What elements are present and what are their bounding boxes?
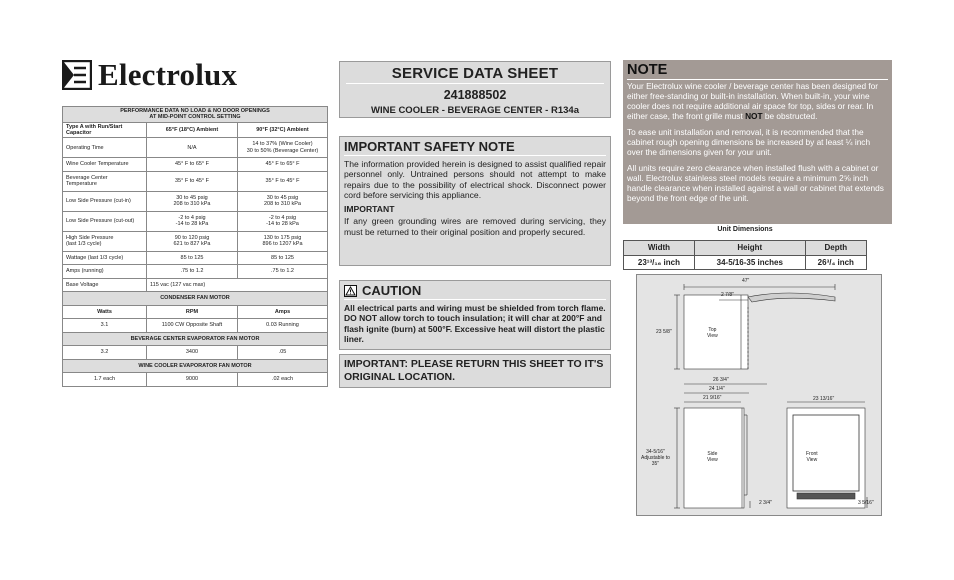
dim-value-depth: 26³/₄ inch bbox=[805, 255, 866, 270]
unit-dimensions-title: Unit Dimensions bbox=[717, 226, 773, 233]
note-p1-text: Your Electrolux wine cooler / beverage center has been designed for either free-standing or built-in installation. When built-in, your wine cooler does not require additional air space for top, sides or rear. In either case, the front grille must bbox=[627, 81, 879, 121]
perf-cell: .75 to 1.2 bbox=[238, 265, 328, 279]
perf-cell-line: -2 to 4 psig bbox=[178, 214, 206, 221]
fan-cell: 3400 bbox=[147, 346, 238, 360]
important-body: If any green grounding wires are removed during servicing, they must be returned to their original position and properly secured. bbox=[344, 216, 606, 237]
perf-col-header: Type A with Run/Start Capacitor bbox=[63, 122, 147, 138]
dim-header-depth: Depth bbox=[805, 241, 866, 256]
performance-data-table bbox=[62, 106, 328, 387]
perf-cell-line: 90 to 120 psig bbox=[174, 234, 210, 241]
perf-row-label: Operating Time bbox=[63, 138, 147, 158]
service-sheet-subtitle: WINE COOLER - BEVERAGE CENTER - R134a bbox=[371, 105, 579, 116]
caution-title: CAUTION bbox=[362, 283, 422, 298]
front-view-label-line: View bbox=[806, 457, 818, 463]
unit-dimensions-table bbox=[623, 240, 867, 270]
dim-value-width: 23¹³/₁₆ inch bbox=[624, 255, 695, 270]
fan-col-header: Watts bbox=[63, 305, 147, 319]
perf-cell: 85 to 125 bbox=[147, 251, 238, 265]
perf-cell: 85 to 125 bbox=[238, 251, 328, 265]
perf-row-label: Base Voltage bbox=[63, 278, 147, 292]
dim-front-width: 23 13/16" bbox=[813, 396, 835, 402]
dim-header-height: Height bbox=[694, 241, 805, 256]
perf-cell: 45° F to 65° F bbox=[147, 158, 238, 172]
fan-cell: 1.7 each bbox=[63, 373, 147, 387]
note-title: NOTE bbox=[627, 62, 888, 80]
table-row bbox=[63, 319, 328, 333]
perf-row-label: Wattage (last 1/3 cycle) bbox=[63, 251, 147, 265]
return-sheet-notice: IMPORTANT: PLEASE RETURN THIS SHEET TO IT'S ORIGINAL LOCATION. bbox=[339, 354, 611, 388]
perf-cell bbox=[147, 231, 238, 251]
dim-height-line: Adjustable to bbox=[641, 455, 670, 461]
fan-cell: 3.2 bbox=[63, 346, 147, 360]
perf-cell bbox=[147, 211, 238, 231]
important-label: IMPORTANT bbox=[344, 203, 395, 214]
diagram-drawing bbox=[637, 275, 883, 517]
top-view-label bbox=[707, 327, 718, 339]
perf-cell-line: -2 to 4 psig bbox=[268, 214, 297, 221]
perf-col-header: 90°F (32°C) Ambient bbox=[238, 122, 328, 138]
bev-evap-fan-header: BEVERAGE CENTER EVAPORATOR FAN MOTOR bbox=[63, 332, 328, 346]
dim-value-height: 34-5/16-35 inches bbox=[694, 255, 805, 270]
perf-cell: .75 to 1.2 bbox=[147, 265, 238, 279]
dim-top-width: 47" bbox=[742, 278, 750, 284]
perf-cell-line: -14 to 28 kPa bbox=[175, 221, 209, 228]
side-view-label-line: Side bbox=[707, 451, 718, 457]
perf-table-header bbox=[63, 107, 328, 123]
safety-note-body: The information provided herein is designed to assist qualified repair personnel only. Untrained persons should not attempt to make repairs due to the possibility of electrical shock. Disconnect power cord before servicing this appliance. bbox=[344, 159, 606, 201]
perf-cell bbox=[238, 211, 328, 231]
perf-cell: 45° F to 65° F bbox=[238, 158, 328, 172]
note-paragraph-2: To ease unit installation and removal, it is recommended that the cabinet rough opening dimensions be increased by at least ¼ inch over the dimensions given for your unit. bbox=[627, 126, 871, 157]
perf-cell: 115 vac (127 vac max) bbox=[147, 278, 328, 292]
perf-label-line: Beverage Center bbox=[66, 174, 108, 181]
note-p1-bold: NOT bbox=[745, 110, 763, 121]
service-sheet-title: SERVICE DATA SHEET bbox=[346, 65, 604, 84]
perf-cell-line: 208 to 310 kPa bbox=[263, 201, 301, 208]
perf-cell-line: 130 to 175 psig bbox=[263, 234, 302, 241]
note-paragraph-3: All units require zero clearance when installed flush with a cabinet or wall. Electrolux stainless steel models require a minimum 2⅝ inch handle clearance when installed against a wall or cabinet that extends beyond the front edge of the unit. bbox=[627, 162, 884, 203]
dim-top-depth: 23 5/8" bbox=[656, 329, 672, 335]
perf-row-label: Low Side Pressure (cut-out) bbox=[63, 211, 147, 231]
perf-row-label: Low Side Pressure (cut-in) bbox=[63, 191, 147, 211]
dim-height-line: 35" bbox=[651, 461, 660, 467]
service-sheet-number: 241888502 bbox=[443, 88, 507, 102]
perf-cell: N/A bbox=[147, 138, 238, 158]
perf-cell: 35° F to 45° F bbox=[147, 171, 238, 191]
perf-cell-line: 621 to 827 kPa bbox=[173, 241, 211, 248]
table-row bbox=[63, 346, 328, 360]
top-view-label-line: View bbox=[707, 333, 718, 339]
front-view-label-line: Front bbox=[806, 451, 818, 457]
perf-cell-line: 30 to 50% (Beverage Center) bbox=[246, 147, 319, 154]
front-view-label bbox=[806, 451, 818, 463]
dim-side-depth-c: 21 9/16" bbox=[703, 395, 722, 401]
perf-cell bbox=[238, 191, 328, 211]
electrolux-logo bbox=[62, 58, 237, 92]
table-row bbox=[63, 191, 328, 211]
fan-cell: 0.03 Running bbox=[238, 319, 328, 333]
table-row bbox=[63, 278, 328, 292]
table-row bbox=[63, 171, 328, 191]
perf-row-label: Wine Cooler Temperature bbox=[63, 158, 147, 172]
perf-cell-line: 30 to 45 psig bbox=[266, 194, 299, 201]
fan-cell: 1100 CW Opposite Shaft bbox=[147, 319, 238, 333]
electrolux-logo-icon bbox=[62, 60, 92, 90]
perf-cell-line: 30 to 45 psig bbox=[176, 194, 208, 201]
perf-cell-line: 14 to 37% (Wine Cooler) bbox=[252, 141, 313, 148]
side-view-label bbox=[707, 451, 718, 463]
dim-kick-left: 2 3/4" bbox=[759, 500, 772, 506]
fan-cell: .02 each bbox=[238, 373, 328, 387]
caution-heading bbox=[344, 283, 606, 300]
condenser-fan-header: CONDENSER FAN MOTOR bbox=[63, 292, 328, 306]
side-view-label-line: View bbox=[707, 457, 718, 463]
note-paragraph-1 bbox=[627, 82, 888, 122]
perf-cell bbox=[147, 191, 238, 211]
perf-label-line: Temperature bbox=[66, 181, 97, 188]
perf-row-label: Amps (running) bbox=[63, 265, 147, 279]
dim-side-depth-total: 26 3/4" bbox=[713, 377, 729, 383]
perf-header-line-1: PERFORMANCE DATA NO LOAD & NO DOOR OPENINGS bbox=[120, 108, 270, 114]
perf-cell-line: 208 to 310 kPa bbox=[173, 201, 211, 208]
caution-body: All electrical parts and wiring must be shielded from torch flame. DO NOT allow torch to touch insulation; it will char at 200°F and flash ignite (burn) at 500°F. Excessive heat will distort the plastic liner. bbox=[344, 303, 606, 345]
dim-side-depth-b: 24 1/4" bbox=[709, 386, 725, 392]
dim-top-handle: 2 7/8" bbox=[721, 292, 734, 298]
fan-col-header: Amps bbox=[238, 305, 328, 319]
table-row bbox=[63, 138, 328, 158]
perf-cell-line: 896 to 1207 kPa bbox=[262, 241, 303, 248]
dim-kick-right: 3 5/16" bbox=[858, 500, 874, 506]
dim-header-width: Width bbox=[624, 241, 695, 256]
perf-cell bbox=[238, 231, 328, 251]
perf-label-line: (last 1/3 cycle) bbox=[66, 241, 102, 248]
fan-col-header: RPM bbox=[147, 305, 238, 319]
perf-col-header: 65°F (18°C) Ambient bbox=[147, 122, 238, 138]
fan-cell: 3.1 bbox=[63, 319, 147, 333]
safety-note-title: IMPORTANT SAFETY NOTE bbox=[344, 139, 606, 156]
perf-cell bbox=[238, 138, 328, 158]
perf-row-label bbox=[63, 231, 147, 251]
table-row bbox=[63, 231, 328, 251]
installation-diagram bbox=[636, 274, 882, 516]
note-box bbox=[623, 60, 892, 224]
warning-icon bbox=[344, 285, 357, 297]
perf-cell: 35° F to 45° F bbox=[238, 171, 328, 191]
perf-cell-line: -14 to 28 kPa bbox=[266, 221, 299, 228]
fan-cell: .05 bbox=[238, 346, 328, 360]
service-data-sheet-box bbox=[339, 61, 611, 118]
fan-cell: 9000 bbox=[147, 373, 238, 387]
table-row bbox=[63, 211, 328, 231]
wine-evap-fan-header: WINE COOLER EVAPORATOR FAN MOTOR bbox=[63, 359, 328, 373]
caution-box bbox=[339, 280, 611, 350]
table-row bbox=[63, 373, 328, 387]
table-row bbox=[63, 158, 328, 172]
perf-label-line: High Side Pressure bbox=[66, 234, 114, 241]
table-row bbox=[63, 251, 328, 265]
perf-header-line-2: AT MID-POINT CONTROL SETTING bbox=[149, 114, 241, 121]
important-safety-note-box bbox=[339, 136, 611, 266]
dim-height bbox=[641, 449, 670, 467]
note-p1-end: be obstructed. bbox=[762, 110, 818, 121]
top-view-label-line: Top bbox=[708, 327, 717, 333]
dim-height-line: 34-5/16" bbox=[646, 449, 665, 455]
perf-row-label bbox=[63, 171, 147, 191]
table-row bbox=[63, 265, 328, 279]
logo-text: Electrolux bbox=[98, 57, 238, 92]
